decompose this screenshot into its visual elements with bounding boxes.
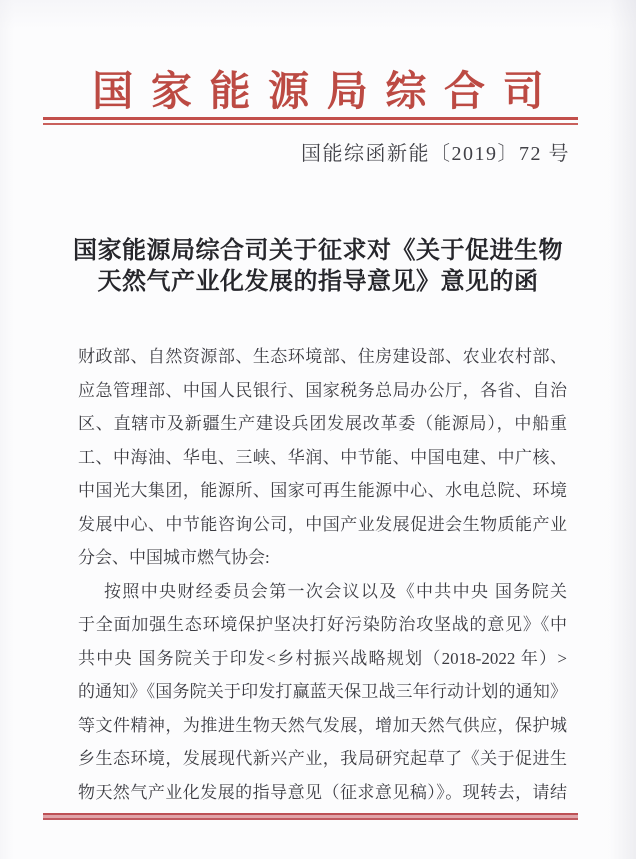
body-line: 应急管理部、中国人民银行、国家税务总局办公厅，各省、自治 — [78, 380, 567, 400]
document-title-line-2: 天然气产业化发展的指导意见》意见的函 — [97, 269, 539, 295]
body-line: 分会、中国城市燃气协会: — [78, 548, 270, 567]
document-number: 国能综函新能〔2019〕72 号 — [301, 143, 570, 165]
body-line: 等文件精神，为推进生物天然气发展，增加天然气供应，保护城 — [78, 715, 567, 735]
body-line: 于全面加强生态环境保护坚决打好污染防治攻坚战的意见》《中 — [78, 615, 567, 634]
letterhead-title: 国家能源局综合司 — [92, 68, 562, 114]
footer-rule — [43, 813, 578, 820]
document-title-line-1: 国家能源局综合司关于征求对《关于促进生物 — [73, 238, 563, 264]
body-line: 物天然气产业化发展的指导意见（征求意见稿）》。现转去，请结 — [78, 782, 567, 802]
body-line: 中国光大集团，能源所、国家可再生能源中心、水电总院、环境 — [78, 481, 567, 500]
document-title — [0, 236, 636, 298]
body-line: 的通知》《国务院关于印发打赢蓝天保卫战三年行动计划的通知》 — [78, 682, 567, 701]
document-body — [78, 340, 567, 809]
body-line: 发展中心、中节能咨询公司，中国产业发展促进会生物质能产业 — [78, 514, 567, 534]
body-line: 财政部、自然资源部、生态环境部、住房建设部、农业农村部、 — [78, 347, 567, 366]
body-line: 区、直辖市及新疆生产建设兵团发展改革委（能源局），中船重 — [78, 414, 567, 433]
body-line: 按照中央财经委员会第一次会议以及《中共中央 国务院关 — [104, 581, 567, 601]
body-line: 工、中海油、华电、三峡、华润、中节能、中国电建、中广核、 — [78, 447, 567, 467]
body-line: 共中央 国务院关于印发<乡村振兴战略规划（2018-2022 年）> — [78, 648, 567, 668]
letterhead-double-rule — [43, 117, 578, 125]
body-line: 乡生态环境，发展现代新兴产业，我局研究起草了《关于促进生 — [78, 749, 567, 768]
